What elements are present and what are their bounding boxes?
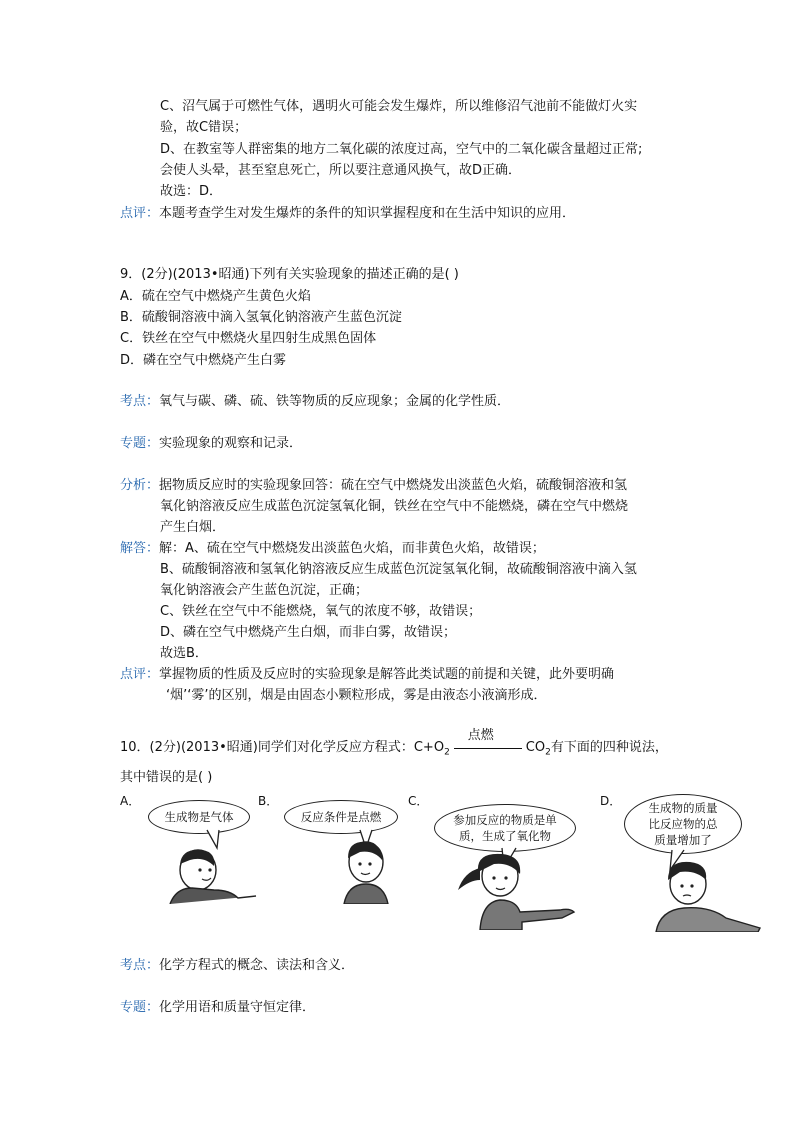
bubble-b: 反应条件是点燃 [284,800,398,834]
zhuanti-label: 专题： [120,1000,160,1015]
q9-kaodian [120,393,510,411]
q10-stem-line2: 其中错误的是( ) [120,770,213,785]
o2-subscript: 2 [444,747,450,758]
reaction-arrow [450,727,526,755]
fenxi-line: 据物质反应时的实验现象回答：硫在空气中燃烧发出淡蓝色火焰，硫酸铜溶液和氢 [159,478,628,493]
prev-d-line2: 会使人头晕，甚至窒息死亡，所以要注意通风换气，故D正确． [160,163,522,178]
product: CO [525,740,546,755]
kaodian-text: 氧气与碳、磷、硫、铁等物质的反应现象；金属的化学性质． [159,394,511,409]
zhuanti-text: 实验现象的观察和记录． [159,436,303,451]
kaodian-text: 化学方程式的概念、读法和含义． [159,958,355,973]
bubble-a: 生成物是气体 [148,800,250,834]
fenxi-label: 分析： [120,478,160,493]
q9-dianping [120,666,614,684]
choice-a-label: A． [120,794,141,808]
q10-zhuanti [120,999,315,1017]
bubble-d: 生成物的质量 比反应物的总 质量增加了 [624,794,742,854]
comment-text: 本题考查学生对发生爆炸的条件的知识掌握程度和在生活中知识的应用． [159,206,576,221]
q9-zhuanti [120,435,302,453]
jieda-line: C、铁丝在空气中不能燃烧，氧气的浓度不够，故错误； [160,604,482,619]
jieda-line: 解：A、硫在空气中燃烧发出淡蓝色火焰，而非黄色火焰，故错误； [159,541,545,556]
stem-post: 有下面的四种说法， [550,740,668,755]
jieda-line: 故选B． [160,646,208,661]
jieda-label: 解答： [120,541,160,556]
dianping-label: 点评： [120,667,160,682]
student-a-figure [168,846,258,904]
q9-option-c: C．铁丝在空气中燃烧火星四射生成黑色固体 [120,331,377,346]
student-c-figure [450,850,580,930]
q10-kaodian [120,957,354,975]
kaodian-label: 考点： [120,958,160,973]
q9-option-b: B．硫酸铜溶液中滴入氢氧化钠溶液产生蓝色沉淀 [120,310,402,325]
q10-stem [120,727,668,762]
dianping-line: 掌握物质的性质及反应时的实验现象是解答此类试题的前提和关键，此外要明确 [159,667,615,682]
q9-jieda [120,540,545,558]
choice-d-label: D． [600,794,622,808]
prev-answer: 故选：D． [160,184,223,199]
bubble-c: 参加反应的物质是单 质，生成了氧化物 [434,804,576,852]
dianping-line: ‘烟’‘雾’的区别，烟是由固态小颗粒形成，雾是由液态小液滴形成． [166,688,547,703]
reaction-condition: 点燃 [467,727,494,743]
zhuanti-label: 专题： [120,436,160,451]
co2-subscript: 2 [545,747,551,758]
jieda-line: B、硫酸铜溶液和氢氧化钠溶液反应生成蓝色沉淀氢氧化铜，故硫酸铜溶液中滴入氢 [160,562,637,577]
comment-label: 点评： [120,206,160,221]
fenxi-line: 产生白烟． [160,520,226,535]
q9-fenxi [120,477,627,495]
q9-option-a: A．硫在空气中燃烧产生黄色火焰 [120,289,311,304]
choice-b-label: B． [258,794,279,808]
choice-c-label: C． [408,794,429,808]
prev-comment [120,205,575,223]
student-b-figure [330,838,400,904]
stem-pre: 10．(2分)(2013•昭通)同学们对化学反应方程式：C+O [120,740,445,755]
prev-d-line1: D、在教室等人群密集的地方二氧化碳的浓度过高，空气中的二氧化碳含量超过正常; [160,142,643,157]
fenxi-line: 氧化钠溶液反应生成蓝色沉淀氢氧化铜，铁丝在空气中不能燃烧，磷在空气中燃烧 [160,499,629,514]
student-d-figure [650,858,766,932]
q9-stem: 9．(2分)(2013•昭通)下列有关实验现象的描述正确的是( ) [120,267,459,282]
jieda-line: D、磷在空气中燃烧产生白烟，而非白雾，故错误； [160,625,457,640]
prev-c-line2: 验，故C错误； [160,120,248,135]
zhuanti-text: 化学用语和质量守恒定律． [159,1000,316,1015]
kaodian-label: 考点： [120,394,160,409]
prev-c-line1: C、沼气属于可燃性气体，遇明火可能会发生爆炸，所以维修沼气池前不能做灯火实 [160,99,638,114]
q9-option-d: D．磷在空气中燃烧产生白雾 [120,353,287,368]
jieda-line: 氧化钠溶液会产生蓝色沉淀，正确； [160,583,369,598]
